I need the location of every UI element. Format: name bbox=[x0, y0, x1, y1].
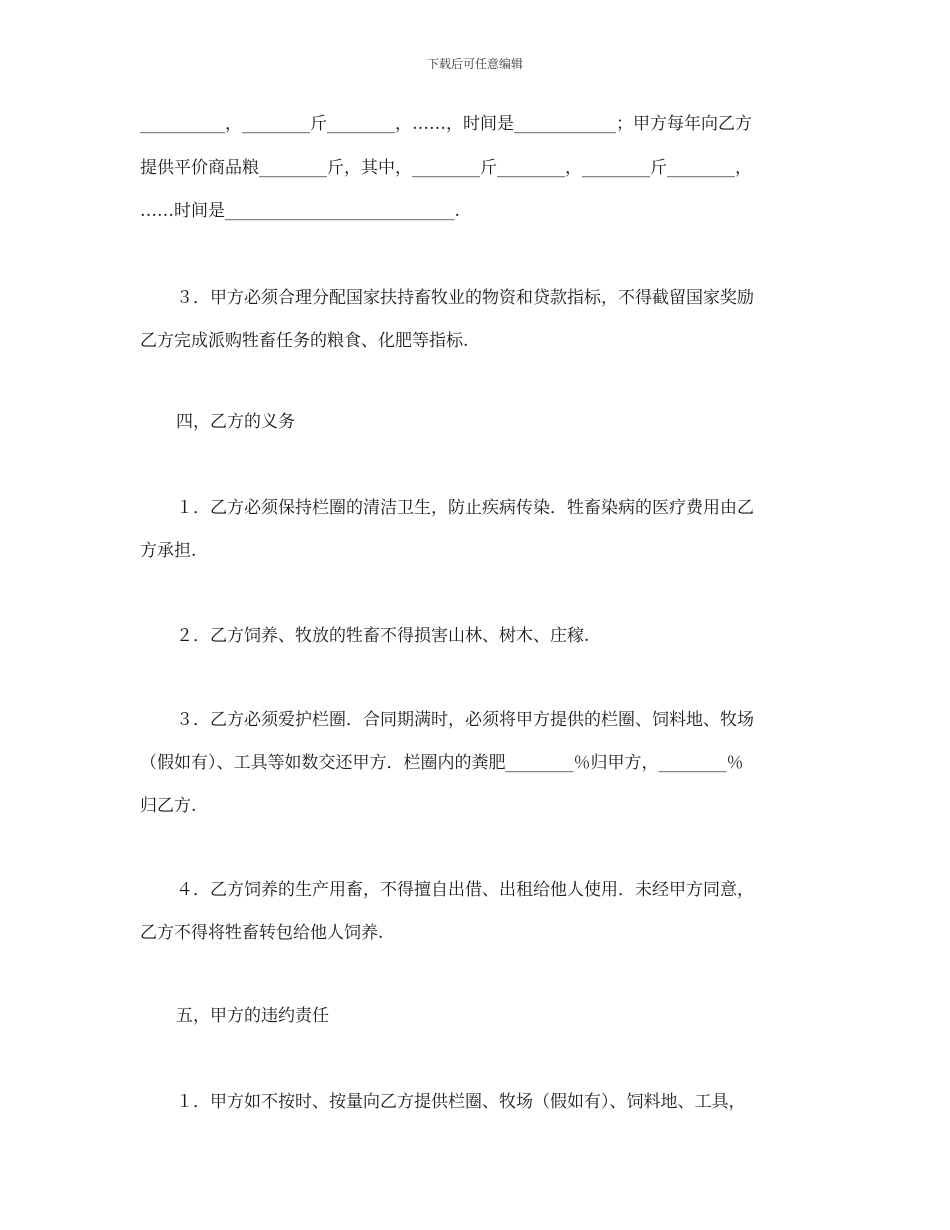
section-heading-liability: 五，甲方的违约责任 bbox=[176, 1006, 329, 1026]
clause-b1-line-1: １．乙方必须保持栏圈的清洁卫生，防止疾病传染．牲畜染病的医疗费用由乙 bbox=[176, 498, 754, 518]
text-line-1: __________，________斤________，……，时间是____________；甲方每年向乙方 bbox=[140, 114, 752, 134]
clause-3-line-1: ３．甲方必须合理分配国家扶持畜牧业的物资和贷款指标，不得截留国家奖励 bbox=[176, 288, 754, 308]
clause-b4-line-1: ４．乙方饲养的生产用畜，不得擅自出借、出租给他人使用．未经甲方同意， bbox=[176, 880, 754, 900]
clause-c1-line-1: １．甲方如不按时、按量向乙方提供栏圈、牧场（假如有）、饲料地、工具， bbox=[176, 1092, 746, 1112]
section-heading-obligations: 四，乙方的义务 bbox=[176, 412, 295, 432]
clause-b3-line-3: 归乙方. bbox=[140, 796, 197, 816]
clause-b4-line-2: 乙方不得将牲畜转包给他人饲养. bbox=[140, 923, 384, 943]
clause-b3-line-2: （假如有）、工具等如数交还甲方．栏圈内的粪肥________％归甲方，________％ bbox=[140, 753, 744, 773]
text-line-3: ……时间是___________________________. bbox=[140, 201, 460, 221]
clause-b1-line-2: 方承担. bbox=[140, 541, 197, 561]
clause-b3-line-1: ３．乙方必须爱护栏圈．合同期满时，必须将甲方提供的栏圈、饲料地、牧场 bbox=[176, 710, 754, 730]
clause-3-line-2: 乙方完成派购牲畜任务的粮食、化肥等指标. bbox=[140, 331, 469, 351]
clause-b2-line-1: ２．乙方饲养、牧放的牲畜不得损害山林、树木、庄稼. bbox=[176, 626, 590, 646]
text-line-2: 提供平价商品粮________斤，其中，________斤________，________斤________， bbox=[140, 158, 752, 178]
page-header: 下载后可任意编辑 bbox=[426, 57, 523, 71]
